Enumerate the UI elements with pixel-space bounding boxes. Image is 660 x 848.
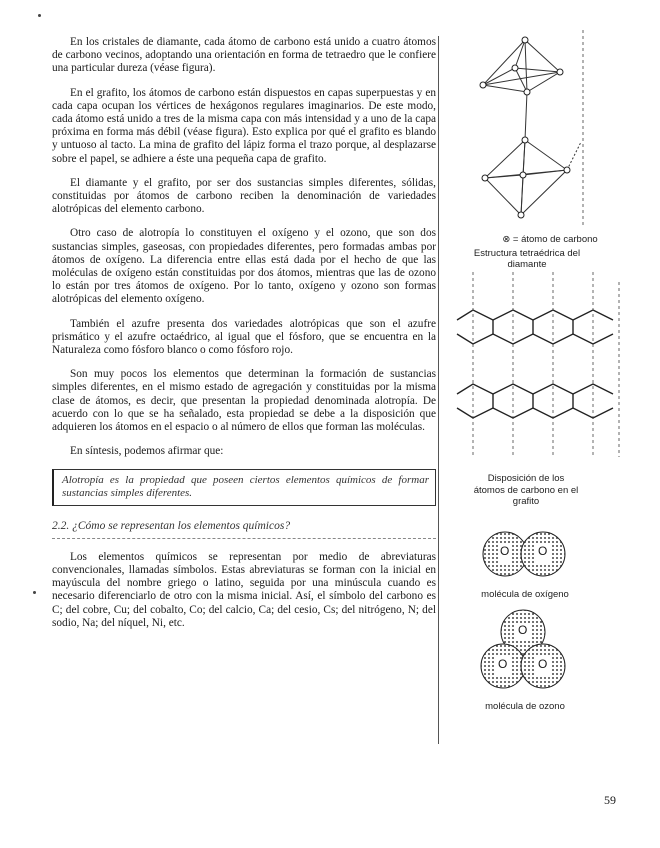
ozone-molecule-diagram: [455, 608, 595, 692]
ozone-caption: molécula de ozono: [485, 701, 565, 712]
paragraph-sulfur-phosphorus: También el azufre presenta dos variedades alotrópicas que son el azufre prismático y el azufre octaédrico, al igual que el fósforo, que se encuentra en la Naturaleza como fósforo blanco o como fósforo rojo.: [52, 317, 436, 357]
oxygen-atom-label-1: O: [500, 544, 510, 558]
ozone-atom-label-3: O: [538, 657, 548, 671]
column-divider: [438, 36, 439, 744]
ozone-atom-label-1: O: [518, 623, 528, 637]
oxygen-molecule-diagram: [455, 528, 595, 580]
paragraph-allotropic-varieties: El diamante y el grafito, por ser dos sustancias simples diferentes, sólidas, constituidas por átomos de carbono reciben la denominación de variedades alotrópicas del elemento carbono.: [52, 176, 436, 216]
diamond-legend: ⊗ = átomo de carbono: [502, 234, 598, 245]
paragraph-symbols: Los elementos químicos se representan por medio de abreviaturas convencionales, llamadas símbolos. Estas abreviaturas se forman con la inicial en mayúscula del nombre griego o latino, seguida por una minúscula cuando es necesario diferenciarlo de otro con la misma inicial. Así, el símbolo del carbono es C; del cobre, Cu; del cobalto, Co; del calcio, Ca; del cesio, Cs; del nitrógeno, N; del sodio, Na; del níquel, Ni, etc.: [52, 550, 436, 629]
oxygen-molecule-figure: [455, 528, 645, 601]
oxygen-atom-label-2: O: [538, 544, 548, 558]
diamond-caption: Estructura tetraédrica del diamante: [473, 247, 581, 270]
paragraph-diamond: En los cristales de diamante, cada átomo de carbono está unido a cuatro átomos de carbono vecinos, adoptando una orientación en forma de tetraedro que le confiere una particular dureza (véase figura).: [52, 36, 436, 75]
definition-box: Alotropía es la propiedad que poseen ciertos elementos químicos de formar sustancias simples diferentes.: [52, 469, 436, 506]
oxygen-caption: molécula de oxígeno: [481, 589, 569, 600]
paragraph-oxygen-ozone: Otro caso de alotropía lo constituyen el oxígeno y el ozono, que son dos sustancias simples, gaseosas, con propiedades diferentes, pero formadas ambas por átomos de oxígeno. La diferencia entre ellas está dada por el hecho de que las moléculas de oxígeno están constituidas por dos átomos, mientras que las de ozono lo están por tres átomos de oxígeno. Por lo tanto, oxígeno y ozono son formas alotrópicas del elemento oxígeno.: [52, 227, 436, 306]
paragraph-synthesis: En síntesis, podemos afirmar que:: [70, 445, 224, 458]
scan-mark: [33, 591, 36, 594]
graphite-caption: Disposición de los átomos de carbono en el grafito: [473, 473, 579, 507]
ozone-molecule-figure: [455, 608, 645, 713]
main-text-column: [52, 36, 436, 641]
diamond-figure: [455, 30, 645, 271]
paragraph-graphite: En el grafito, los átomos de carbono están dispuestos en capas superpuestas y en cada capa ocupan los vértices de hexágonos regulares imaginarios. De este modo, cada átomo está unido a tres de la misma capa con más intensidad y a uno de la capa próxima en forma más débil (véase figura). Esto explica por qué el grafito es blando y untuoso al tacto. La mina de grafito del lápiz forma el trazo porque, al desplazarse sobre el papel, se adhiere a éste una pequeña capa de grafito.: [52, 86, 436, 165]
section-heading: 2.2. ¿Cómo se representan los elementos químicos?: [52, 520, 436, 538]
graphite-layers-diagram: [455, 272, 645, 462]
scan-mark: [38, 14, 41, 17]
graphite-figure: [455, 272, 645, 508]
ozone-atom-label-2: O: [498, 657, 508, 671]
diamond-structure-diagram: [455, 30, 645, 225]
page-number: 59: [604, 793, 616, 807]
paragraph-allotropy-property: Son muy pocos los elementos que determinan la formación de sustancias simples diferentes, en el mismo estado de agregación y constituidas por la misma clase de átomos, es decir, que presentan la propiedad denominada alotropía. De acuerdo con lo que se ha señalado, esta propiedad se debe a la disposición que adquieren los átomos en el espacio o al número de ellos que forman las moléculas.: [52, 368, 436, 434]
